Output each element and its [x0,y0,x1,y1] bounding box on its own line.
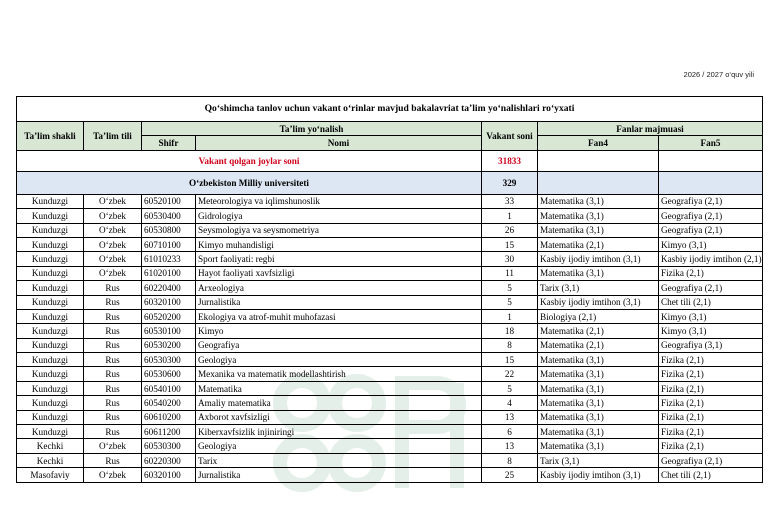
table-row [17,425,763,439]
cell-fan4: Tarix (3,1) [538,453,659,467]
cell-shifr: 60611200 [142,425,196,439]
header-talim-yonalish: Ta’lim yo‘nalish [142,122,482,136]
cell-til: O‘zbek [84,194,142,208]
cell-fan5: Geografiya (3,1) [659,338,763,352]
table-row [17,410,763,424]
cell-soni: 13 [482,439,538,453]
cell-shakl: Kunduzgi [17,252,84,266]
cell-shakl: Kunduzgi [17,367,84,381]
cell-nomi: Kimyo muhandisligi [196,237,482,251]
cell-shakl: Kunduzgi [17,237,84,251]
cell-shifr: 60530600 [142,367,196,381]
cell-nomi: Sport faoliyati: regbi [196,252,482,266]
cell-fan5: Fizika (2,1) [659,353,763,367]
cell-nomi: Geografiya [196,338,482,352]
header-talim-shakli: Ta’lim shakli [17,122,84,151]
cell-fan4: Matematika (3,1) [538,223,659,237]
cell-shakl: Kechki [17,453,84,467]
cell-fan5: Chet tili (2,1) [659,295,763,309]
cell-fan4: Matematika (3,1) [538,396,659,410]
cell-shakl: Kunduzgi [17,353,84,367]
table-row [17,396,763,410]
cell-soni: 33 [482,194,538,208]
cell-til: Rus [84,353,142,367]
cell-soni: 6 [482,425,538,439]
cell-shifr: 61010233 [142,252,196,266]
cell-fan5: Kasbiy ijodiy imtihon (2,1) [659,252,763,266]
cell-nomi: Mexanika va matematik modellashtirish [196,367,482,381]
table-title: Qo‘shimcha tanlov uchun vakant o‘rinlar mavjud bakalavriat ta’lim yo‘nalishlari ro‘yxati [17,97,763,122]
cell-nomi: Amaliy matematika [196,396,482,410]
cell-til: Rus [84,295,142,309]
header-vakant-soni: Vakant soni [482,122,538,151]
cell-shifr: 60530200 [142,338,196,352]
table-row [17,439,763,453]
cell-shakl: Kechki [17,439,84,453]
cell-fan4: Matematika (3,1) [538,425,659,439]
cell-shakl: Kunduzgi [17,223,84,237]
cell-fan5: Geografiya (2,1) [659,453,763,467]
table-row [17,353,763,367]
cell-shifr: 60540200 [142,396,196,410]
cell-fan4: Matematika (2,1) [538,324,659,338]
cell-nomi: Geologiya [196,439,482,453]
cell-soni: 11 [482,266,538,280]
cell-fan4: Matematika (3,1) [538,266,659,280]
table-row [17,266,763,280]
cell-fan5: Fizika (2,1) [659,439,763,453]
cell-fan5: Fizika (2,1) [659,266,763,280]
cell-soni: 22 [482,367,538,381]
cell-soni: 15 [482,237,538,251]
cell-nomi: Jurnalistika [196,295,482,309]
cell-shakl: Kunduzgi [17,381,84,395]
cell-fan4: Matematika (3,1) [538,367,659,381]
cell-fan5: Kimyo (3,1) [659,324,763,338]
cell-soni: 5 [482,295,538,309]
header-shifr: Shifr [142,136,196,150]
table-row [17,295,763,309]
cell-til: Rus [84,410,142,424]
table-row [17,281,763,295]
table-row [17,237,763,251]
cell-til: O‘zbek [84,237,142,251]
cell-til: O‘zbek [84,209,142,223]
table-row [17,324,763,338]
cell-shakl: Kunduzgi [17,338,84,352]
cell-nomi: Seysmologiya va seysmometriya [196,223,482,237]
cell-nomi: Axborot xavfsizligi [196,410,482,424]
cell-til: O‘zbek [84,223,142,237]
table-row [17,453,763,467]
university-count: 329 [482,171,538,194]
cell-soni: 18 [482,324,538,338]
cell-shakl: Kunduzgi [17,324,84,338]
cell-fan4: Tarix (3,1) [538,281,659,295]
table-row [17,209,763,223]
cell-fan5: Geografiya (2,1) [659,194,763,208]
cell-til: Rus [84,396,142,410]
cell-fan4: Matematika (3,1) [538,439,659,453]
header-nomi: Nomi [196,136,482,150]
cell-shifr: 60220400 [142,281,196,295]
cell-nomi: Meteorologiya va iqlimshunoslik [196,194,482,208]
table-row [17,223,763,237]
cell-til: O‘zbek [84,266,142,280]
cell-nomi: Kiberxavfsizlik injiniringi [196,425,482,439]
cell-shakl: Kunduzgi [17,410,84,424]
cell-til: Rus [84,425,142,439]
cell-fan4: Kasbiy ijodiy imtihon (3,1) [538,468,659,482]
header-talim-tili: Ta’lim tili [84,122,142,151]
cell-shakl: Kunduzgi [17,425,84,439]
table-row [17,468,763,482]
cell-shifr: 60540100 [142,381,196,395]
cell-fan4: Matematika (2,1) [538,237,659,251]
cell-shifr: 60530400 [142,209,196,223]
cell-fan4: Kasbiy ijodiy imtihon (3,1) [538,252,659,266]
cell-fan5: Fizika (2,1) [659,396,763,410]
cell-soni: 8 [482,338,538,352]
cell-shifr: 60530800 [142,223,196,237]
cell-fan5: Fizika (2,1) [659,381,763,395]
cell-fan4: Kasbiy ijodiy imtihon (3,1) [538,295,659,309]
cell-til: Rus [84,281,142,295]
cell-nomi: Hayot faoliyati xavfsizligi [196,266,482,280]
cell-shakl: Kunduzgi [17,396,84,410]
cell-shifr: 60530300 [142,353,196,367]
cell-til: Rus [84,338,142,352]
cell-nomi: Jurnalistika [196,468,482,482]
cell-fan4: Biologiya (2,1) [538,309,659,323]
cell-fan5: Geografiya (2,1) [659,209,763,223]
cell-soni: 25 [482,468,538,482]
cell-soni: 4 [482,396,538,410]
cell-soni: 8 [482,453,538,467]
table-row [17,194,763,208]
cell-soni: 1 [482,309,538,323]
cell-shifr: 60610200 [142,410,196,424]
cell-shakl: Masofaviy [17,468,84,482]
header-fan4: Fan4 [538,136,659,150]
cell-til: Rus [84,381,142,395]
table-row [17,338,763,352]
cell-fan5: Kimyo (3,1) [659,309,763,323]
cell-shifr: 60530100 [142,324,196,338]
cell-til: Rus [84,453,142,467]
cell-fan4: Matematika (3,1) [538,194,659,208]
cell-shakl: Kunduzgi [17,209,84,223]
total-value: 31833 [482,150,538,171]
cell-soni: 13 [482,410,538,424]
vacancy-table [16,96,763,483]
cell-shakl: Kunduzgi [17,266,84,280]
cell-fan4: Matematika (3,1) [538,209,659,223]
cell-fan5: Kimyo (3,1) [659,237,763,251]
table-row [17,252,763,266]
cell-soni: 15 [482,353,538,367]
cell-nomi: Kimyo [196,324,482,338]
cell-shifr: 60220300 [142,453,196,467]
cell-shifr: 60320100 [142,468,196,482]
header-fan5: Fan5 [659,136,763,150]
cell-til: O‘zbek [84,468,142,482]
cell-nomi: Geologiya [196,353,482,367]
cell-nomi: Tarix [196,453,482,467]
cell-fan5: Chet tili (2,1) [659,468,763,482]
cell-fan4: Matematika (3,1) [538,381,659,395]
cell-soni: 1 [482,209,538,223]
cell-nomi: Gidrologiya [196,209,482,223]
cell-til: O‘zbek [84,439,142,453]
cell-til: O‘zbek [84,252,142,266]
cell-shakl: Kunduzgi [17,281,84,295]
table-row [17,309,763,323]
cell-soni: 30 [482,252,538,266]
cell-nomi: Arxeologiya [196,281,482,295]
cell-shifr: 60520100 [142,194,196,208]
cell-fan5: Geografiya (2,1) [659,281,763,295]
cell-til: Rus [84,324,142,338]
cell-nomi: Matematika [196,381,482,395]
cell-til: Rus [84,367,142,381]
cell-shifr: 60710100 [142,237,196,251]
cell-fan4: Matematika (3,1) [538,353,659,367]
cell-soni: 5 [482,281,538,295]
cell-fan5: Fizika (2,1) [659,425,763,439]
cell-shifr: 60320100 [142,295,196,309]
cell-shakl: Kunduzgi [17,194,84,208]
cell-nomi: Ekologiya va atrof-muhit muhofazasi [196,309,482,323]
total-label: Vakant qolgan joylar soni [17,150,482,171]
cell-fan5: Fizika (2,1) [659,367,763,381]
header-fanlar-majmuasi: Fanlar majmuasi [538,122,763,136]
cell-fan4: Matematika (3,1) [538,410,659,424]
cell-shakl: Kunduzgi [17,309,84,323]
university-name: O‘zbekiston Milliy universiteti [17,171,482,194]
cell-fan4: Matematika (2,1) [538,338,659,352]
cell-shifr: 60530300 [142,439,196,453]
table-row [17,367,763,381]
cell-til: Rus [84,309,142,323]
cell-fan5: Fizika (2,1) [659,410,763,424]
cell-fan5: Geografiya (2,1) [659,223,763,237]
cell-soni: 26 [482,223,538,237]
cell-soni: 5 [482,381,538,395]
academic-year-label: 2026 / 2027 o‘quv yili [683,70,754,79]
table-row [17,381,763,395]
cell-shakl: Kunduzgi [17,295,84,309]
cell-shifr: 60520200 [142,309,196,323]
cell-shifr: 61020100 [142,266,196,280]
